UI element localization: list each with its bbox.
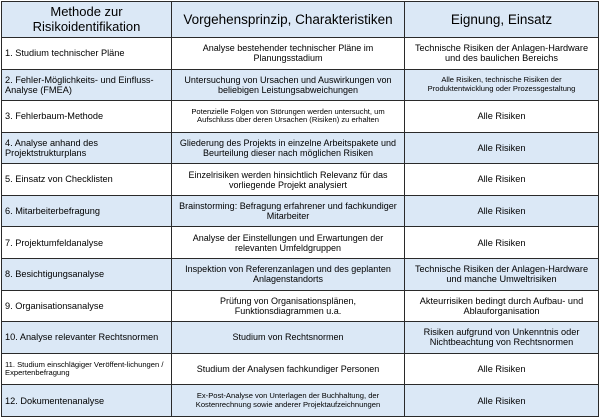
table-row [2,353,599,385]
table-row [2,69,599,101]
method-cell: 8. Besichtigungsanalyse [2,259,172,291]
fit-cell: Alle Risiken [405,101,599,133]
fit-cell: Akteurrisiken bedingt durch Aufbau- und Ablauforganisation [405,290,599,322]
table-row [2,195,599,227]
fit-cell: Alle Risiken [405,164,599,196]
fit-cell: Technische Risiken der Anlagen-Hardware und manche Umweltrisiken [405,259,599,291]
method-cell: 2. Fehler-Möglichkeits- und Einfluss-Analyse (FMEA) [2,69,172,101]
fit-cell: Alle Risiken [405,353,599,385]
principle-cell: Analyse der Einstellungen und Erwartungen der relevanten Umfeldgruppen [172,227,405,259]
principle-cell: Studium der Analysen fachkundiger Personen [172,353,405,385]
table-row [2,164,599,196]
method-cell: 7. Projektumfeldanalyse [2,227,172,259]
principle-cell: Potenzielle Folgen von Störungen werden untersucht, um Aufschluss über deren Ursachen (Risiken) zu erhalten [172,101,405,133]
fit-cell: Alle Risiken [405,195,599,227]
table-row [2,322,599,354]
method-cell: 12. Dokumentenanalyse [2,385,172,417]
header-fit: Eignung, Einsatz [405,2,599,38]
fit-cell: Risiken aufgrund von Unkenntnis oder Nichtbeachtung von Rechtsnormen [405,322,599,354]
header-principle: Vorgehensprinzip, Charakteristiken [172,2,405,38]
table-row [2,259,599,291]
method-cell: 9. Organisationsanalyse [2,290,172,322]
table-row [2,227,599,259]
fit-cell: Alle Risiken [405,227,599,259]
fit-cell: Technische Risiken der Anlagen-Hardware und des baulichen Bereichs [405,38,599,70]
table-body [2,38,599,417]
principle-cell: Prüfung von Organisationsplänen, Funktionsdiagrammen u.a. [172,290,405,322]
header-method: Methode zur Risikoidentifikation [2,2,172,38]
fit-cell: Alle Risiken [405,385,599,417]
method-cell: 1. Studium technischer Pläne [2,38,172,70]
principle-cell: Brainstorming: Befragung erfahrener und fachkundiger Mitarbeiter [172,195,405,227]
method-cell: 4. Analyse anhand des Projektstrukturplans [2,132,172,164]
table-header [2,2,599,38]
principle-cell: Ex-Post-Analyse von Unterlagen der Buchhaltung, der Kostenrechnung sowie anderer Projektaufzeichnungen [172,385,405,417]
table-row [2,132,599,164]
principle-cell: Studium von Rechtsnormen [172,322,405,354]
table-row [2,385,599,417]
fit-cell: Alle Risiken [405,132,599,164]
principle-cell: Untersuchung von Ursachen und Auswirkungen von beliebigen Leistungsabweichungen [172,69,405,101]
principle-cell: Analyse bestehender technischer Pläne im Planungsstadium [172,38,405,70]
method-cell: 10. Analyse relevanter Rechtsnormen [2,322,172,354]
method-cell: 3. Fehlerbaum-Methode [2,101,172,133]
principle-cell: Einzelrisiken werden hinsichtlich Relevanz für das vorliegende Projekt analysiert [172,164,405,196]
table-row [2,101,599,133]
risk-identification-table [1,1,599,417]
header-row [2,2,599,38]
table-row [2,290,599,322]
method-cell: 6. Mitarbeiterbefragung [2,195,172,227]
method-cell: 5. Einsatz von Checklisten [2,164,172,196]
fit-cell: Alle Risiken, technische Risiken der Produktentwicklung oder Prozessgestaltung [405,69,599,101]
table-row [2,38,599,70]
principle-cell: Gliederung des Projekts in einzelne Arbeitspakete und Beurteilung dieser nach möglichen Risiken [172,132,405,164]
method-cell: 11. Studium einschlägiger Veröffent-lichungen / Expertenbefragung [2,353,172,385]
principle-cell: Inspektion von Referenzanlagen und des geplanten Anlagenstandorts [172,259,405,291]
